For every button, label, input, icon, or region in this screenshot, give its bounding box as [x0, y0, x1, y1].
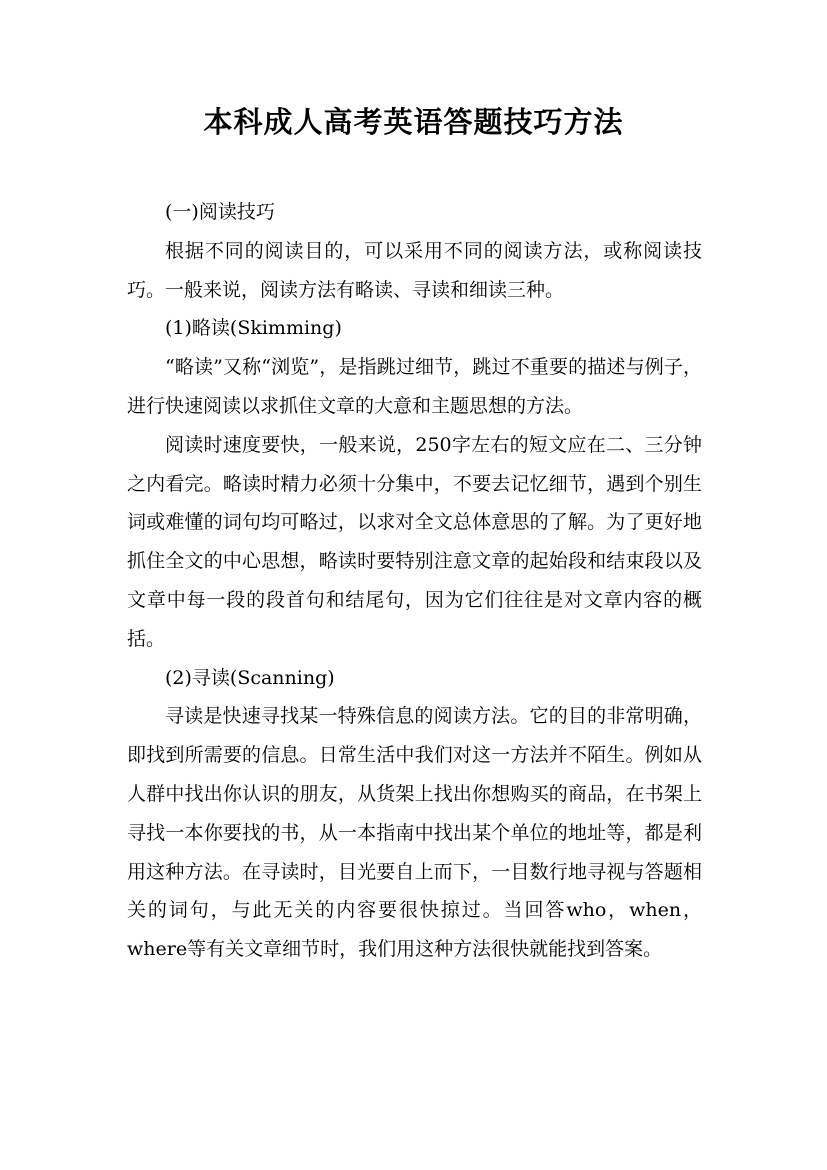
subheading-skimming: (1)略读(Skimming) [165, 317, 342, 340]
section-heading-reading-skills: (一)阅读技巧 [165, 201, 275, 223]
subheading-scanning: (2)寻读(Scanning) [165, 666, 335, 689]
document-title: 本科成人高考英语答题技巧方法 [203, 105, 624, 139]
paragraph-skimming-method: 阅读时速度要快，一般来说，250字左右的短文应在二、三分钟之内看完。略读时精力必须十分集中，不要去记忆细节，遇到个别生词或难懂的词句均可略过，以求对全文总体意思的了解。为了更好地抓住全文的中心思想，略读时要特别注意文章的起始段和结束段以及文章中每一段的段首句和结尾句，因为它们往往是对文章内容的概括。 [127, 433, 702, 650]
paragraph-skimming-definition: “略读”又称“浏览”，是指跳过细节，跳过不重要的描述与例子，进行快速阅读以求抓住文章的大意和主题思想的方法。 [127, 356, 702, 417]
document-body [127, 193, 702, 969]
paragraph-scanning: 寻读是快速寻找某一特殊信息的阅读方法。它的目的非常明确，即找到所需要的信息。日常生活中我们对这一方法并不陌生。例如从人群中找出你认识的朋友，从货架上找出你想购买的商品，在书架上寻找一本你要找的书，从一本指南中找出某个单位的地址等，都是利用这种方法。在寻读时，目光要自上而下，一目数行地寻视与答题相关的词句，与此无关的内容要很快掠过。当回答who，when，where等有关文章细节时，我们用这种方法很快就能找到答案。 [127, 705, 702, 961]
paragraph-intro: 根据不同的阅读目的，可以采用不同的阅读方法，或称阅读技巧。一般来说，阅读方法有略读、寻读和细读三种。 [127, 239, 702, 301]
